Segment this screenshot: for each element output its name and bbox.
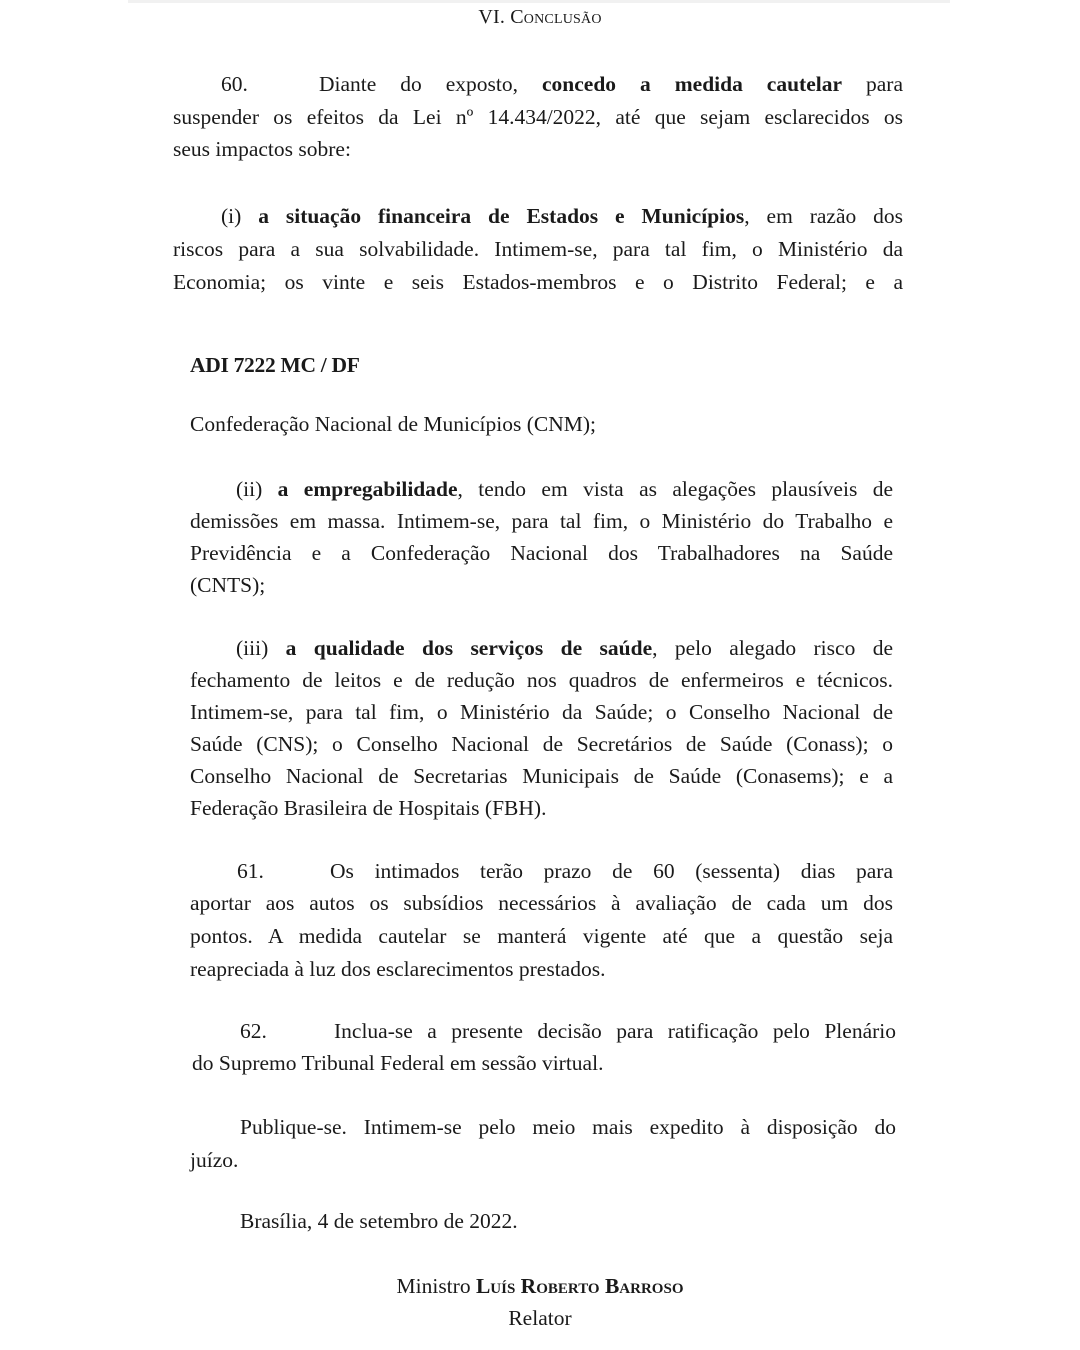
paragraph-61-line-2: aportar aos autos os subsídios necessários à avaliação de cada um dos [190, 891, 893, 915]
section-number: VI. [478, 6, 506, 28]
item-i-line-1 [221, 200, 903, 232]
bold-text: a qualidade dos serviços de saúde [285, 636, 653, 660]
paragraph-61-line-4: reapreciada à luz dos esclarecimentos prestados. [190, 957, 606, 981]
paragraph-60-line-2: suspender os efeitos da Lei nº 14.434/2022, até que sejam esclarecidos os [173, 105, 903, 129]
item-ii-line-4: (CNTS); [190, 573, 266, 597]
item-iii-line-1 [236, 632, 893, 664]
paragraph-number: 61. [237, 859, 264, 883]
paragraph-61-line-1-text: Os intimados terão prazo de 60 (sessenta) dias para [330, 859, 893, 883]
item-ii-line-3: Previdência e a Confederação Nacional dos Trabalhadores na Saúde [190, 541, 893, 565]
paragraph-60-line-1-text [319, 68, 903, 100]
publication-order-line-1: Publique-se. Intimem-se pelo meio mais expedito à disposição do [240, 1115, 896, 1139]
signature-name-line [0, 1270, 1080, 1302]
item-ii-line-1 [236, 473, 893, 505]
paragraph-61-line-3: pontos. A medida cautelar se manterá vigente até que a questão seja [190, 924, 893, 948]
bold-text: a empregabilidade [277, 477, 458, 501]
signature-role: Relator [508, 1306, 572, 1330]
item-iii-line-6: Federação Brasileira de Hospitais (FBH). [190, 796, 547, 820]
paragraph-62-line-2: do Supremo Tribunal Federal em sessão virtual. [192, 1051, 604, 1075]
item-label: (ii) [236, 477, 263, 501]
item-label: (iii) [236, 636, 269, 660]
paragraph-number: 60. [221, 72, 248, 96]
text: para [866, 72, 904, 96]
item-label: (i) [221, 204, 242, 228]
paragraph-62-line-1-text: Inclua-se a presente decisão para ratificação pelo Plenário [334, 1019, 896, 1043]
item-ii-line-2: demissões em massa. Intimem-se, para tal fim, o Ministério do Trabalho e [190, 509, 893, 533]
item-iii-line-4: Saúde (CNS); o Conselho Nacional de Secretários de Saúde (Conass); o [190, 732, 893, 756]
text: , pelo alegado risco de [652, 636, 893, 660]
item-i-continuation: Confederação Nacional de Municípios (CNM); [190, 412, 596, 436]
item-iii-line-2: fechamento de leitos e de redução nos quadros de enfermeiros e técnicos. [190, 668, 893, 692]
text: Diante do exposto, [319, 72, 519, 96]
item-i-line-3: Economia; os vinte e seis Estados-membros e o Distrito Federal; e a [173, 270, 903, 294]
text: , em razão dos [744, 204, 904, 228]
paragraph-number: 62. [240, 1019, 267, 1043]
signature-title: Ministro [396, 1274, 471, 1298]
section-heading [0, 3, 1080, 31]
text: , tendo em vista as alegações plausíveis de [457, 477, 893, 501]
paragraph-60-line-3: seus impactos sobre: [173, 137, 351, 161]
bold-text: concedo a medida cautelar [542, 72, 843, 96]
item-iii-line-5: Conselho Nacional de Secretarias Municipais de Saúde (Conasems); e a [190, 764, 893, 788]
section-title: Conclusão [510, 6, 602, 28]
page-header: ADI 7222 MC / DF [190, 353, 360, 377]
signature-name: Luís Roberto Barroso [475, 1274, 684, 1298]
item-iii-line-3: Intimem-se, para tal fim, o Ministério da Saúde; o Conselho Nacional de [190, 700, 893, 724]
bold-text: a situação financeira de Estados e Municípios [258, 204, 745, 228]
publication-order-line-2: juízo. [190, 1148, 239, 1172]
date-line: Brasília, 4 de setembro de 2022. [240, 1209, 518, 1233]
item-i-line-2: riscos para a sua solvabilidade. Intimem-se, para tal fim, o Ministério da [173, 237, 903, 261]
